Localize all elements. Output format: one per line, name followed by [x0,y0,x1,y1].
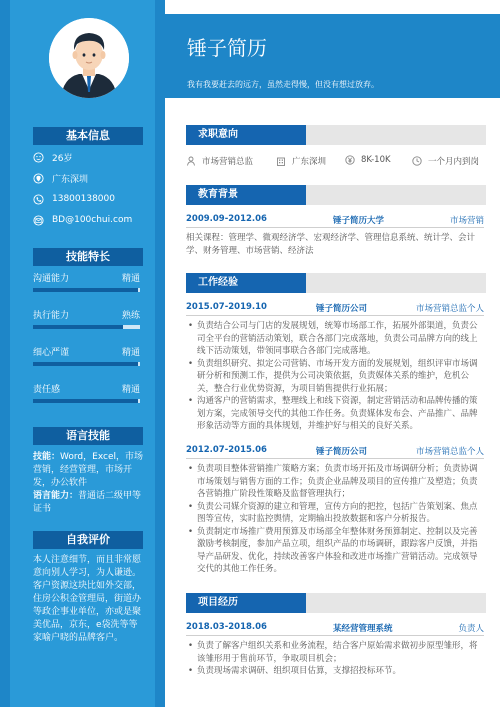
education-entry-header [186,214,484,226]
skill-name: 沟通能力 [33,274,70,284]
clock-icon [412,156,422,166]
tech-skill-text: Word，Excel，市场营销，经营管理，市场开发，办公软件 [33,452,143,488]
skill-name: 执行能力 [33,311,70,321]
work-heading: 工作经验 [186,273,306,293]
project-date: 2018.03-2018.06 [186,622,267,632]
list-item: • 负责现场需求调研、组织项目估算，支撑招投标环节。 [186,665,484,678]
age-value: 26岁 [52,153,73,164]
intent-city: 广东深圳 [276,155,326,167]
job-1-date: 2015.07-2019.10 [186,302,267,312]
job-2-role: 市场营销总监个人 [415,447,484,457]
skill-name: 责任感 [33,385,61,395]
work-section-header [186,273,486,293]
skill-level-label: 精通 [121,274,140,284]
education-school: 锤子简历大学 [332,216,384,226]
skill-bar [33,288,140,292]
phone-icon [33,194,44,205]
education-heading: 教育背景 [186,185,306,205]
phone-row [33,191,115,207]
project-entry-header [186,622,484,634]
skill-bar-fill [33,362,138,366]
language-content [33,451,143,516]
city-icon [276,156,286,166]
email-row [33,212,132,228]
divider [186,458,484,459]
language-ability-text: 普通话二级甲等证书 [33,491,142,514]
tech-skill-label: 技能： [33,452,61,462]
list-item: • 负责制定市场推广费用预算及市场部全年整体财务预算制定、控制以及完善激励考核制度，参加产品立项，组织产品的市场调研，跟踪客户反馈，并指导产品研发、优化，持续改善客户体验和改进市场推广营销活动。完成领导交代的其他工作任务。 [186,526,484,576]
intent-section-header [186,125,486,145]
avatar-icon [49,18,129,98]
project-bullets [186,640,484,678]
self-eval-text: 本人注意细节，而且非常愿意向别人学习，为人谦逊。客户资源这块比如外交部，住房公积金管理局，街道办等政企事业单位，亦或是聚美优品，京东，e袋洗等等家喻户晓的品牌客户。 [33,555,142,643]
list-item: • 负责了解客户组织关系和业务流程，结合客户原始需求做初步原型雏形，将该雏形用于售前环节，争取项目机会； [186,640,484,665]
basic-info-heading: 基本信息 [33,127,143,145]
education-courses: 相关课程：管理学、微观经济学、宏观经济学、管理信息系统、统计学、会计学、财务管理、市场营销、经济法 [186,233,476,256]
education-section-header [186,185,486,205]
job-2-bullets [186,463,484,576]
skill-level-label: 熟练 [121,311,140,321]
job-1-bullets [186,320,484,433]
list-item: • 负责公司媒介资源的建立和管理，宣传方向的把控，包括广告策划案、焦点图等宣传，实时监控舆情，定期输出投放数据和客户分析报告。 [186,501,484,526]
job-2-company: 锤子简历公司 [315,447,367,457]
intent-position: 市场营销总监 [186,155,253,167]
list-item: • 负责项目整体营销推广策略方案；负责市场开拓及市场调研分析；负责协调市场策划与销售方面的工作；负责企业品牌及项目的宣传推广及塑造；负责各营销推广阶段性策略及监督管理执行； [186,463,484,501]
skill-bar [33,399,140,403]
project-name: 某经营管理系统 [332,624,393,634]
location-row [33,170,88,186]
resume-motto: 我有我要赶去的远方，虽然走得慢，但没有想过放弃。 [187,80,379,89]
avatar [49,18,129,98]
intent-salary: 8K-10K [345,155,391,165]
job-2-header [186,445,484,457]
skill-level-label: 精通 [121,348,140,358]
job-1-role: 市场营销总监个人 [415,304,484,314]
project-section-header [186,593,486,613]
list-item: • 负责结合公司与门店的发展规划，统筹市场部工作，拓展外部渠道，负责公司全平台的营销活动策划，联合各部门完成落地，负责公司品牌方向的线上线下活动策划，带领同事联合各部门完成落地。 [186,320,484,358]
job-1-header [186,302,484,314]
salary-icon [345,155,355,165]
skills-heading: 技能特长 [33,248,143,266]
skill-bar-fill [33,288,138,292]
email-value[interactable]: BD@100chui.com [52,215,133,225]
skill-item [33,347,140,366]
skill-bar-fill [33,399,138,403]
divider [186,635,484,636]
intent-availability: 一个月内到岗 [412,155,479,167]
list-item: • 负责组织研究、拟定公司营销、市场开发方面的发展规划，组织评审市场调研分析和预测工作，提供为公司决策依据，负责媒体关系的维护，危机公关，整合行业优势资源，为项目销售提供行业拓展； [186,358,484,396]
age-row [33,149,72,165]
education-major: 市场营销 [449,216,484,226]
divider [186,227,484,228]
resume-name: 锤子简历 [187,36,267,60]
skill-item [33,384,140,403]
location-value: 广东深圳 [52,174,89,185]
self-eval-heading: 自我评价 [33,531,143,549]
language-heading: 语言技能 [33,427,143,445]
header-banner [165,14,500,98]
skill-bar [33,325,140,329]
education-date: 2009.09-2012.06 [186,214,267,224]
project-heading: 项目经历 [186,593,306,613]
skill-name: 细心严谨 [33,348,70,358]
project-role: 负责人 [458,624,484,634]
skill-item [33,310,140,329]
intent-heading: 求职意向 [186,125,306,145]
skill-level-label: 精通 [121,385,140,395]
language-ability-label: 语言能力： [33,491,79,501]
list-item: • 沟通客户的营销需求，整理线上和线下资源，制定营销活动和品牌传播的策划方案，完成领导交代的其他工作任务。负责媒体发布会、产品推广、品牌形象活动等方面的具体规划，并维护好与相关的良好关系。 [186,395,484,433]
job-2-date: 2012.07-2015.06 [186,445,267,455]
location-icon [33,173,44,184]
skill-bar [33,362,140,366]
skill-bar-fill [33,325,123,329]
phone-value: 13800138000 [52,194,115,204]
divider [186,315,484,316]
skill-item [33,273,140,292]
email-icon [33,215,44,226]
age-icon [33,152,44,163]
position-icon [186,156,196,166]
job-1-company: 锤子简历公司 [315,304,367,314]
